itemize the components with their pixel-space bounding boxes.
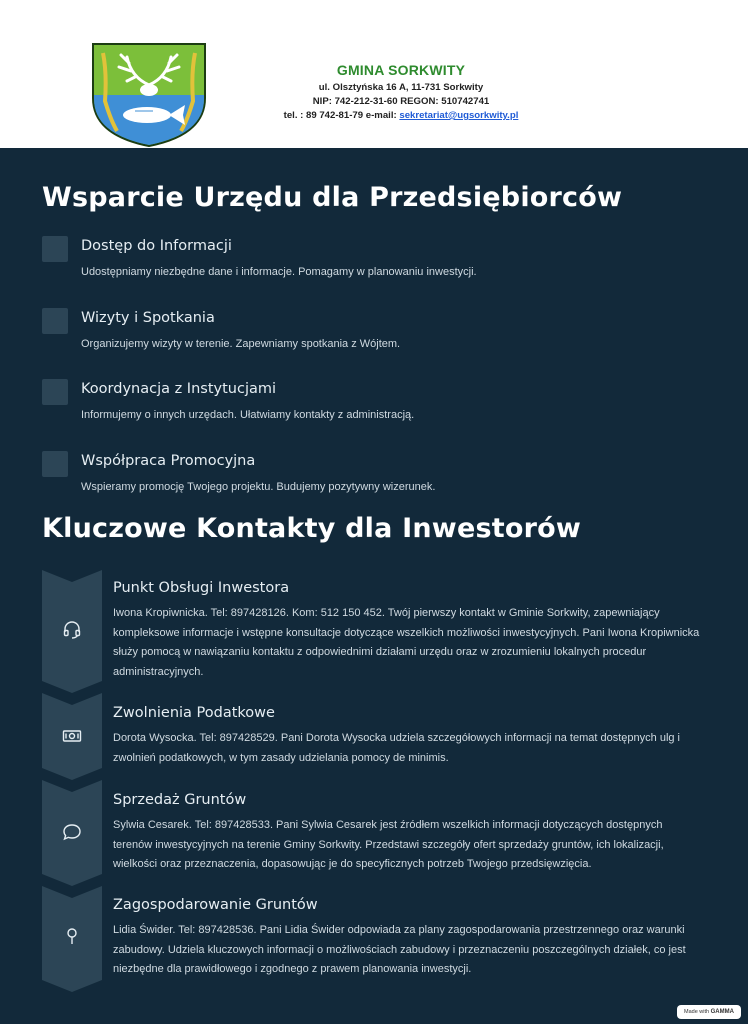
org-contact [236,109,566,123]
support-item [42,451,702,511]
contact-card [42,570,702,693]
contact-title: Punkt Obsługi Inwestora [113,580,290,596]
contact-card [42,780,702,886]
org-ids: NIP: 742-212-31-60 REGON: 510742741 [312,96,490,107]
support-item [42,308,702,368]
email-link[interactable]: sekretariat@ugsorkwity.pl [399,110,519,121]
support-item-title: Wizyty i Spotkania [81,310,215,326]
bullet-box [42,451,68,477]
badge-brand: GAMMA [710,1009,734,1015]
chat-bubble-icon [62,822,82,842]
badge-prefix: Made with [684,1009,710,1015]
support-item-desc: Udostępniamy niezbędne dane i informacje. Pomagamy w planowaniu inwestycji. [81,266,477,278]
support-item-desc: Informujemy o innych urzędach. Ułatwiamy kontakty z administracją. [81,409,415,421]
contacts-section-title: Kluczowe Kontakty dla Inwestorów [42,513,581,544]
contact-desc: Iwona Kropiwnicka. Tel: 897428126. Kom: 512 150 452. Twój pierwszy kontakt w Gminie Sorkwity, zapewniający kompleksowe informacje i wstępne konsultacje dotyczące wszelkich możliwości inwestycyjnych. Pani Iwona Kropiwnicka służy pomocą w nawiązaniu kontaktu z odpowiednimi działami urzędu oraz w zrozumieniu lokalnych procedur administracyjnych. [113,607,700,678]
bullet-box [42,236,68,262]
contact-desc: Sylwia Cesarek. Tel: 897428533. Pani Sylwia Cesarek jest źródłem wszelkich informacji dotyczących dostępnych terenów inwestycyjnych na terenie Gminy Sorkwity. Przedstawi szczegóły ofert sprzedaży gruntów, ich lokalizacji, wielkości oraz przeznaczenia, dopasowując je do specyficznych potrzeb Twojego przedsięwzięcia. [113,819,664,870]
support-item [42,379,702,439]
contact-card [42,693,702,780]
support-item-title: Dostęp do Informacji [81,238,232,254]
contact-card [42,886,702,992]
contact-desc: Lidia Świder. Tel: 897428536. Pani Lidia Świder odpowiada za plany zagospodarowania przestrzennego oraz warunki zabudowy. Udziela kluczowych informacji o możliwościach zabudowy i przeznaczeniu poszczególnych działek, co jest niezbędne dla prawidłowego i zgodnego z prawem planowania inwestycji. [113,924,686,975]
support-item-desc: Organizujemy wizyty w terenie. Zapewniamy spotkania z Wójtem. [81,338,401,350]
banknote-icon [62,726,82,746]
bullet-box [42,379,68,405]
map-pin-icon [62,926,82,946]
org-address: ul. Olsztyńska 16 A, 11-731 Sorkwity [318,82,484,93]
contact-title: Sprzedaż Gruntów [113,792,247,808]
organization-info [236,62,566,123]
support-item-title: Współpraca Promocyjna [81,453,256,469]
bullet-box [42,308,68,334]
support-item-title: Koordynacja z Instytucjami [81,381,277,397]
coat-of-arms-icon [91,43,207,147]
contact-desc: Dorota Wysocka. Tel: 897428529. Pani Dorota Wysocka udziela szczegółowych informacji na temat dostępnych ulg i zwolnień podatkowych, w tym zasady udzielania pomocy de minimis. [113,732,680,764]
contact-title: Zwolnienia Podatkowe [113,705,275,721]
contact-title: Zagospodarowanie Gruntów [113,897,318,913]
org-name: GMINA SORKWITY [336,62,466,78]
made-with-badge[interactable] [677,1005,741,1019]
contact-prefix: tel. : 89 742-81-79 e-mail: [283,110,397,121]
support-item-desc: Wspieramy promocję Twojego projektu. Budujemy pozytywny wizerunek. [81,481,436,493]
support-section-title: Wsparcie Urzędu dla Przedsiębiorców [42,182,623,213]
headset-icon [62,620,82,640]
letterhead [0,0,748,148]
support-item [42,236,702,296]
